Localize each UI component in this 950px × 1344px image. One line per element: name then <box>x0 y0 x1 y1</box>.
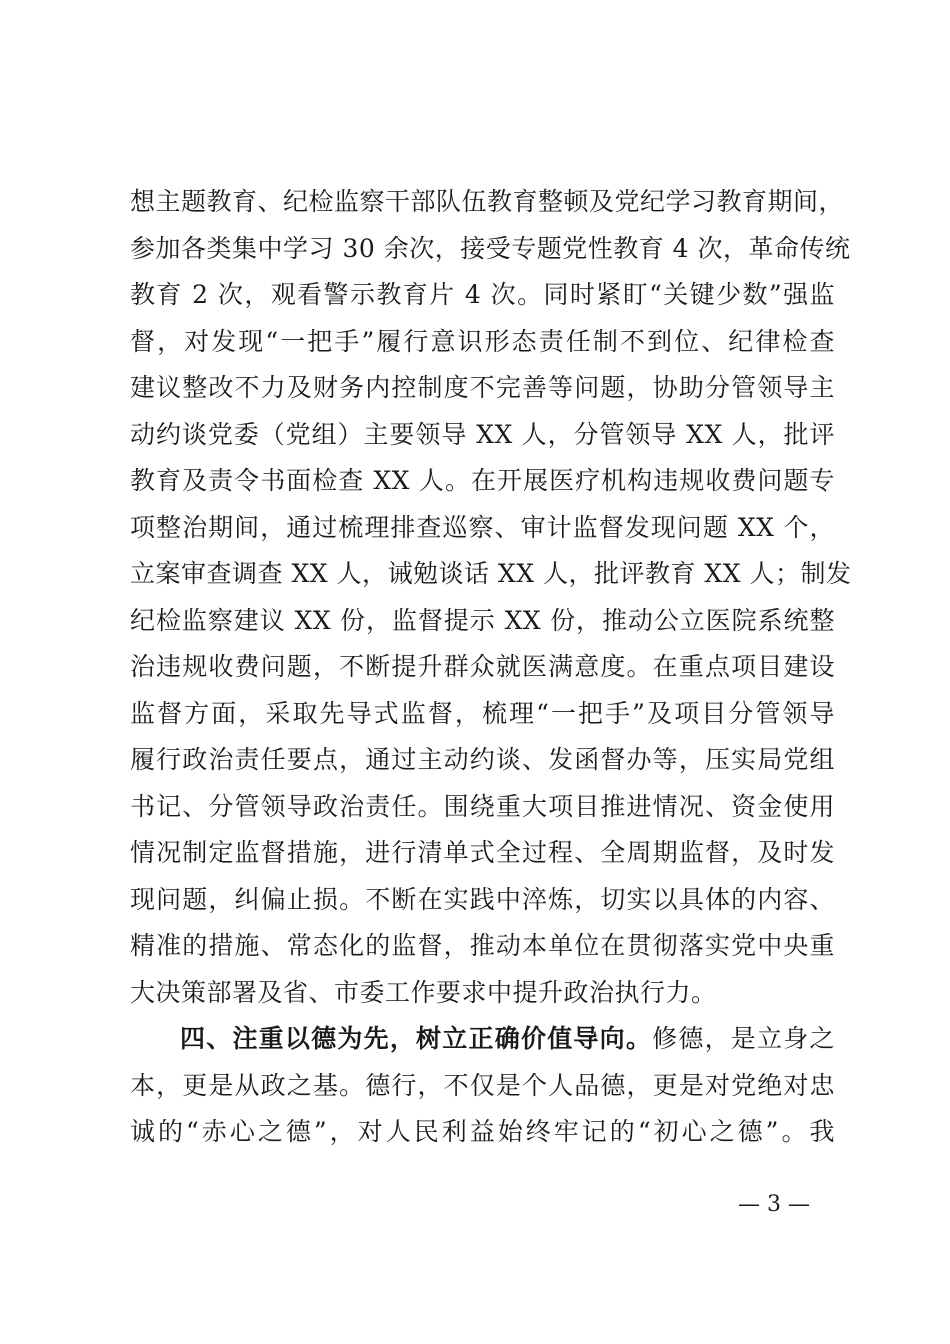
body-line-16: 现问题，纠偏止损。不断在实践中淬炼，切实以具体的内容、 <box>130 884 835 914</box>
body-line-15: 情况制定监督措施，进行清单式全过程、全周期监督，及时发 <box>130 838 835 867</box>
body-line-3: 教育 2 次，观看警示教育片 4 次。同时紧盯“关键少数”强监 <box>130 280 835 309</box>
body-line-2: 参加各类集中学习 30 余次，接受专题党性教育 4 次，革命传统 <box>130 233 851 263</box>
body-line-18: 大决策部署及省、市委工作要求中提升政治执行力。 <box>130 977 717 1007</box>
section-4-line-3: 诚的“赤心之德”，对人民利益始终牢记的“初心之德”。我 <box>130 1117 835 1146</box>
body-line-11: 治违规收费问题，不断提升群众就医满意度。在重点项目建设 <box>130 652 835 681</box>
body-line-1: 想主题教育、纪检监察干部队伍教育整顿及党纪学习教育期间， <box>130 187 845 216</box>
body-line-10: 纪检监察建议 XX 份，监督提示 XX 份，推动公立医院系统整 <box>130 605 835 635</box>
body-line-14: 书记、分管领导政治责任。围绕重大项目推进情况、资金使用 <box>130 791 835 821</box>
section-4-first-line <box>130 1016 835 1063</box>
body-line-17: 精准的措施、常态化的监督，推动本单位在贯彻落实党中央重 <box>130 931 835 960</box>
body-line-7: 教育及责令书面检查 XX 人。在开展医疗机构违规收费问题专 <box>130 466 835 495</box>
section-4-first-line-text: 修德，是立身之 <box>652 1024 835 1053</box>
body-text <box>130 179 852 1156</box>
body-line-13: 履行政治责任要点，通过主动约谈、发函督办等，压实局党组 <box>130 745 835 774</box>
body-line-12: 监督方面，采取先导式监督，梳理“一把手”及项目分管领导 <box>130 698 835 728</box>
body-line-5: 建议整改不力及财务内控制度不完善等问题，协助分管领导主 <box>130 373 835 402</box>
section-4-heading: 四、注重以德为先，树立正确价值导向。 <box>180 1024 653 1053</box>
body-line-4: 督，对发现“一把手”履行意识形态责任制不到位、纪律检查 <box>130 326 835 356</box>
body-line-8: 项整治期间，通过梳理排查巡察、审计监督发现问题 XX 个， <box>130 512 835 542</box>
body-line-6: 动约谈党委（党组）主要领导 XX 人，分管领导 XX 人，批评 <box>130 419 835 449</box>
page-number: — 3 — <box>738 1192 810 1217</box>
body-line-9: 立案审查调查 XX 人，诫勉谈话 XX 人，批评教育 XX 人；制发 <box>130 559 852 588</box>
section-4-line-2: 本，更是从政之基。德行，不仅是个人品德，更是对党绝对忠 <box>130 1070 835 1100</box>
